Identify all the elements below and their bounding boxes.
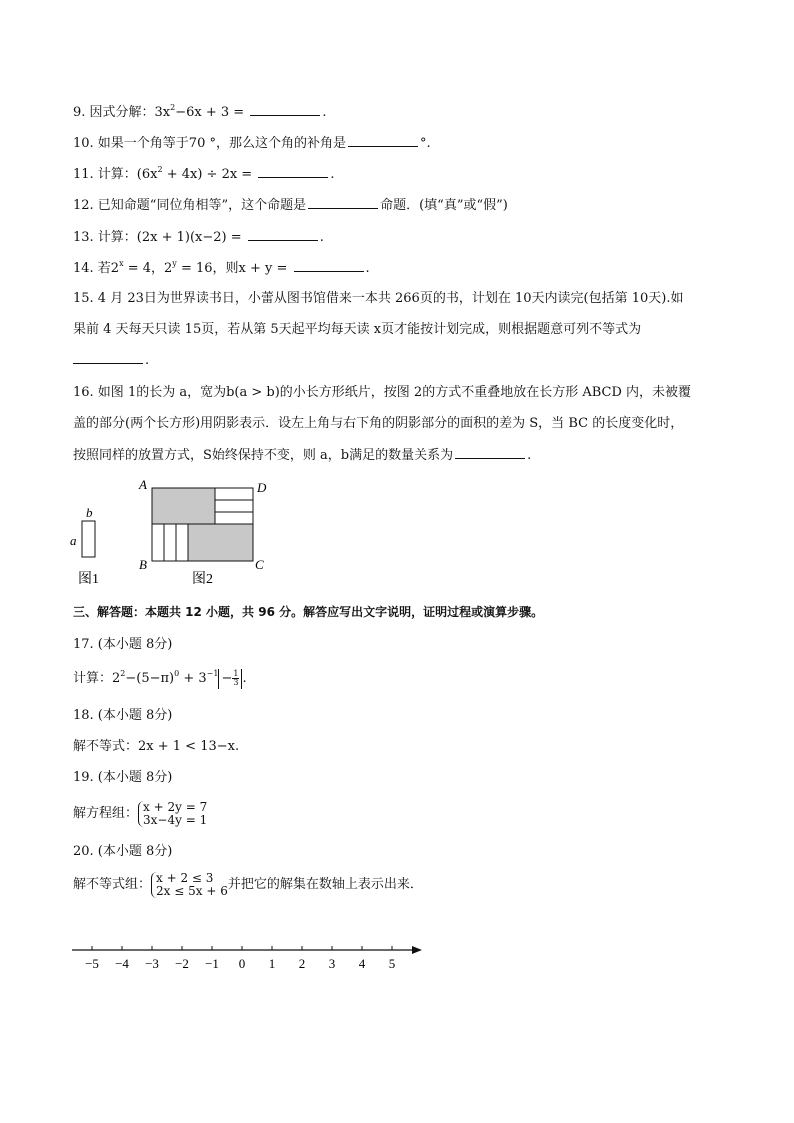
strips-top-right bbox=[215, 488, 253, 524]
fig1-label-a: a bbox=[70, 533, 77, 548]
question-10: 10. 如果一个角等于70 °，那么这个角的补角是 °. bbox=[73, 136, 431, 151]
question-9: 9. 因式分解：$3x^2-6x + 3$ = . bbox=[73, 103, 327, 120]
number-line-tick-label: −2 bbox=[175, 956, 189, 971]
number-line-arrow-icon bbox=[412, 946, 422, 954]
number-line-tick-label: 0 bbox=[238, 956, 246, 971]
section-3-heading: 三、解答题：本题共 12 小题，共 96 分。解答应写出文字说明，证明过程或演算步骤。 bbox=[73, 605, 544, 619]
shaded-top-left bbox=[152, 488, 215, 524]
inequality-system: x + 2 ≤ 3 2x ≤ 5x + 6 bbox=[151, 872, 228, 898]
question-20-head: 20. (本小题 8分) bbox=[73, 844, 173, 859]
number-line bbox=[0, 930, 794, 980]
question-15-line2: 果前 4 天每天只读 15页，若从第 5天起平均每天读 x页才能按计划完成，则根据题意可列不等式为 bbox=[73, 322, 642, 337]
question-17: 计算：$2^2-(5-\pi)^0 + 3^{-1}$ − $\frac{1}{3}$ . bbox=[73, 668, 247, 687]
question-16-line2: 盖的部分(两个长方形)用阴影表示．设左上角与右下角的阴影部分的面积的差为 S，当 BC 的长度变化时， bbox=[73, 416, 684, 431]
strips-bottom-left bbox=[152, 524, 188, 561]
fig1-label-b: b bbox=[86, 505, 93, 520]
vertex-B: B bbox=[139, 557, 147, 572]
question-19: 解方程组： x + 2y = 7 3x−4y = 1 bbox=[73, 799, 208, 827]
number-line-tick-label: 3 bbox=[328, 956, 336, 971]
fig1-small-rectangle bbox=[82, 521, 95, 557]
absolute-value: − $\frac{1}{3}$ bbox=[218, 669, 242, 689]
question-15-line1: 15. 4 月 23日为世界读书日，小蕾从图书馆借来一本共 266页的书，计划在 10天内读完(包括第 10天).如 bbox=[73, 291, 684, 306]
question-20: 解不等式组： x + 2 ≤ 3 2x ≤ 5x + 6 并把它的解集在数轴上表示出来． bbox=[73, 870, 423, 898]
question-17-head: 17. (本小题 8分) bbox=[73, 637, 173, 652]
vertex-C: C bbox=[255, 557, 264, 572]
number-line-tick-label: 4 bbox=[358, 956, 366, 971]
question-16-line3: 按照同样的放置方式，S始终保持不变，则 a，b满足的数量关系为 . bbox=[73, 448, 532, 463]
fig1-caption: 图1 bbox=[78, 572, 99, 587]
number-line-tick-label: −1 bbox=[205, 956, 219, 971]
fraction: $\frac{1}{3}$ bbox=[233, 668, 239, 687]
vertex-A: A bbox=[139, 477, 147, 492]
fig2-caption: 图2 bbox=[192, 572, 213, 587]
number-line-tick-label: −5 bbox=[85, 956, 99, 971]
number-line-tick-label: 5 bbox=[388, 956, 396, 971]
number-line-tick-label: −3 bbox=[145, 956, 159, 971]
vertex-D: D bbox=[257, 480, 267, 495]
question-11: 11. 计算：$(6x^2 + 4x) \div 2x$ = . bbox=[73, 165, 335, 182]
shaded-bottom-right bbox=[188, 524, 253, 561]
question-12: 12. 已知命题“同位角相等”，这个命题是 命题．(填“真”或“假”) bbox=[73, 198, 508, 213]
question-16-line1: 16. 如图 1的长为 a，宽为b(a > b)的小长方形纸片，按图 2的方式不重叠地放在长方形 ABCD 内，未被覆 bbox=[73, 385, 692, 400]
question-13: 13. 计算：(2x + 1)(x−2) = . bbox=[73, 230, 324, 245]
number-line-tick-label: 2 bbox=[298, 956, 306, 971]
equation-system: x + 2y = 7 3x−4y = 1 bbox=[138, 801, 207, 827]
question-18: 解不等式：2x + 1 < 13−x. bbox=[73, 739, 240, 754]
question-19-head: 19. (本小题 8分) bbox=[73, 770, 173, 785]
number-line-tick-label: −4 bbox=[115, 956, 129, 971]
question-14: 14. 若$2^x = 4$，$2^y = 16$，则x + y = . bbox=[73, 259, 370, 276]
question-15-line3: . bbox=[73, 351, 149, 370]
number-line-tick-label: 1 bbox=[268, 956, 276, 971]
question-18-head: 18. (本小题 8分) bbox=[73, 708, 173, 723]
